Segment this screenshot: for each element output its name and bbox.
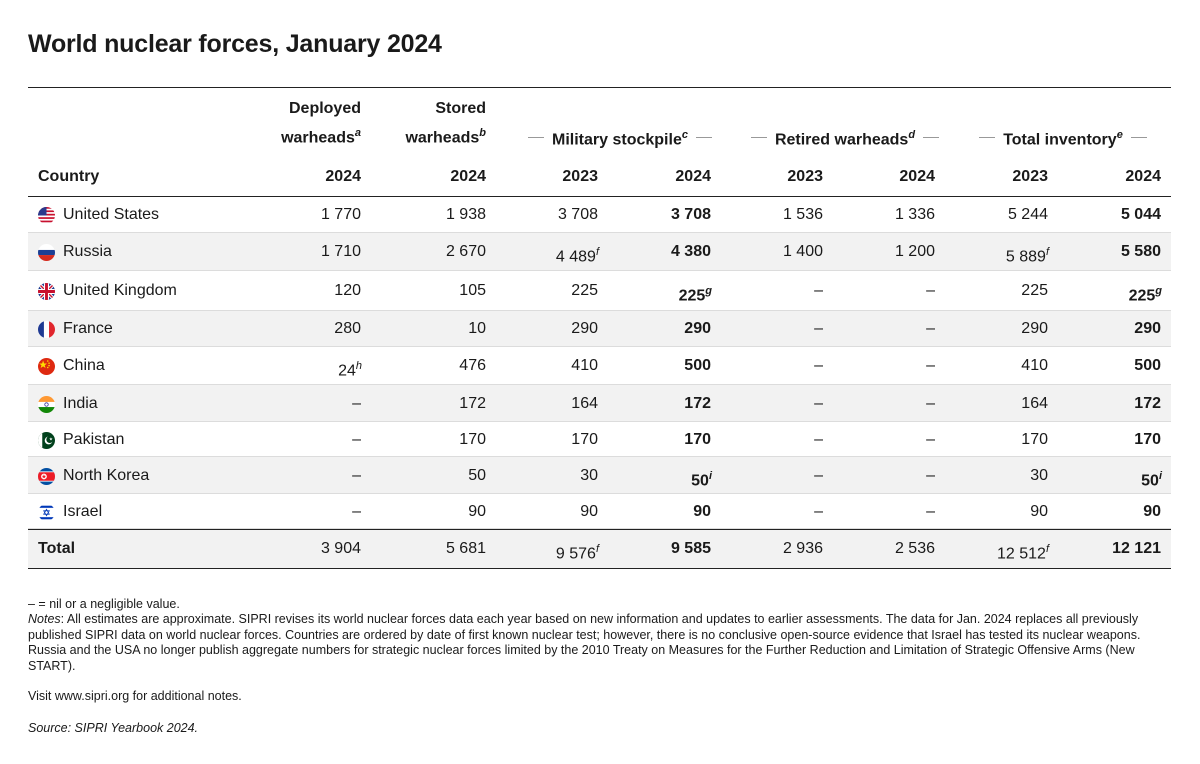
cell-tot2023 [1021, 319, 1048, 339]
cell-mil2023 [571, 281, 598, 301]
cell-value: 225 [1021, 282, 1048, 299]
cell-value: 3 708 [557, 206, 598, 223]
cell-mil2023 [571, 394, 598, 414]
cell-value: – [352, 431, 361, 448]
cell-deployed [334, 319, 361, 339]
cell-value: 170 [684, 431, 711, 448]
cell-value: 290 [684, 320, 711, 337]
notes-label: Notes [28, 612, 61, 626]
country-name: Pakistan [63, 431, 125, 448]
cell-value: 290 [1021, 320, 1048, 337]
cell-mil2024 [679, 281, 712, 306]
header-retired-2024: 2024 [899, 168, 935, 185]
cell-tot2024 [1112, 539, 1161, 559]
footnote-marker: f [595, 246, 599, 258]
uk-flag-icon [38, 283, 55, 300]
visit-note: Visit www.sipri.org for additional notes. [28, 689, 242, 703]
table-row [28, 347, 1171, 385]
pakistan-flag-icon [38, 432, 55, 449]
cell-value: 2 936 [782, 540, 823, 557]
cell-tot2023 [1008, 205, 1048, 225]
cell-ret2024 [926, 466, 935, 486]
cell-value: 170 [1134, 431, 1161, 448]
cell-mil2023 [571, 430, 598, 450]
cell-mil2024 [684, 430, 711, 450]
cell-mil2024 [684, 394, 711, 414]
cell-value: 172 [1134, 395, 1161, 412]
cell-value: – [926, 320, 935, 337]
country-cell [38, 430, 124, 450]
footnote-c: c [681, 129, 688, 141]
footnote-marker: f [595, 543, 599, 555]
russia-flag-icon [38, 244, 55, 261]
header-deployed-line2: warheads$^a$ [281, 127, 361, 147]
total-row [28, 530, 1171, 568]
cell-value: – [926, 431, 935, 448]
cell-value: – [926, 503, 935, 520]
header-deployed-year: 2024 [325, 168, 361, 185]
cell-value: – [814, 320, 823, 337]
group-dash-left [979, 137, 995, 138]
cell-deployed [334, 281, 361, 301]
cell-value: 170 [1021, 431, 1048, 448]
cell-mil2023 [580, 502, 598, 522]
cell-value: 10 [468, 320, 486, 337]
cell-tot2023 [1021, 394, 1048, 414]
cell-deployed [321, 242, 361, 262]
cell-tot2023 [1006, 242, 1049, 267]
header-country: Country [38, 168, 100, 185]
table-row [28, 271, 1171, 311]
footnote-marker: g [1155, 285, 1162, 297]
cell-mil2023 [580, 466, 598, 486]
cell-value: 1 770 [320, 206, 361, 223]
cell-value: 280 [334, 320, 361, 337]
footnote-a: a [354, 127, 361, 139]
cell-value: 290 [1134, 320, 1161, 337]
cell-value: – [352, 467, 361, 484]
cell-value: 105 [459, 282, 486, 299]
cell-value: 1 400 [782, 243, 823, 260]
india-flag-icon [38, 396, 55, 413]
header-stored-line1: Stored [435, 100, 486, 117]
cell-stored [446, 242, 486, 262]
country-cell [38, 281, 177, 301]
cell-value: 1 938 [445, 206, 486, 223]
cell-ret2023 [814, 281, 823, 301]
cell-value: 90 [1030, 503, 1048, 520]
header-retired-2023: 2023 [787, 168, 823, 185]
cell-ret2023 [814, 319, 823, 339]
cell-value: 476 [459, 357, 486, 374]
footnote-marker: i [708, 470, 712, 482]
cell-value: – [926, 467, 935, 484]
country-cell [38, 466, 149, 486]
country-cell [38, 394, 98, 414]
header-retired-label: Retired warheads$^d$ [774, 129, 916, 149]
header-total-label: Total inventory$^e$ [1003, 129, 1123, 149]
cell-stored [459, 430, 486, 450]
cell-stored [459, 394, 486, 414]
cell-mil2024 [693, 502, 711, 522]
header-military-2023: 2023 [562, 168, 598, 185]
cell-value: 2 536 [894, 540, 935, 557]
cell-deployed [352, 466, 361, 486]
cell-mil2024 [671, 205, 711, 225]
group-dash-left [751, 137, 767, 138]
cell-value: 172 [684, 395, 711, 412]
top-rule [28, 87, 1171, 88]
north-korea-flag-icon [38, 468, 55, 485]
country-name: North Korea [63, 467, 150, 484]
country-cell [38, 242, 112, 262]
cell-tot2024 [1134, 356, 1161, 376]
table-row [28, 422, 1171, 457]
cell-tot2023 [1021, 281, 1048, 301]
header-stored-line2: warheads$^b$ [405, 127, 486, 147]
cell-tot2024 [1134, 319, 1161, 339]
cell-value: – [814, 431, 823, 448]
cell-value: – [814, 395, 823, 412]
cell-stored [459, 356, 486, 376]
country-name: United States [63, 206, 160, 223]
footnote-e: e [1116, 129, 1123, 141]
cell-value: – [352, 395, 361, 412]
cell-deployed [338, 356, 362, 381]
header-total-inventory [968, 124, 1158, 151]
country-cell [38, 205, 159, 225]
cell-value: 50 [1141, 472, 1159, 490]
us-flag-icon [38, 207, 55, 224]
legend-note: – = nil or a negligible value. [28, 597, 180, 611]
country-name: Russia [63, 243, 112, 260]
cell-mil2024 [691, 466, 712, 491]
cell-value: 5 244 [1007, 206, 1048, 223]
cell-tot2023 [1021, 356, 1048, 376]
group-dash-right [1131, 137, 1147, 138]
cell-tot2024 [1134, 394, 1161, 414]
cell-value: 50 [691, 472, 709, 490]
table-row [28, 494, 1171, 529]
cell-mil2023 [571, 319, 598, 339]
header-military-label: Military stockpile$^c$ [552, 129, 688, 149]
group-dash-left [528, 137, 544, 138]
cell-value: 50 [468, 467, 486, 484]
table-row [28, 197, 1171, 233]
cell-value: 2 670 [445, 243, 486, 260]
cell-tot2024 [1134, 430, 1161, 450]
cell-value: 90 [1143, 503, 1161, 520]
cell-value: 1 536 [782, 206, 823, 223]
cell-stored [468, 319, 486, 339]
cell-value: 170 [571, 431, 598, 448]
cell-mil2023 [558, 205, 598, 225]
cell-ret2024 [926, 356, 935, 376]
country-name: India [63, 395, 98, 412]
cell-mil2024 [684, 356, 711, 376]
page-title: World nuclear forces, January 2024 [28, 30, 442, 58]
cell-value: 500 [684, 357, 711, 374]
header-military-2024: 2024 [675, 168, 711, 185]
header-deployed-line1: Deployed [288, 100, 361, 117]
cell-value: 5 681 [445, 540, 486, 557]
cell-value: 290 [571, 320, 598, 337]
country-cell [38, 319, 113, 339]
table-row [28, 233, 1171, 271]
cell-value: – [814, 282, 823, 299]
cell-mil2023 [571, 356, 598, 376]
footnote-marker: f [1045, 543, 1049, 555]
notes-paragraph [28, 612, 1173, 674]
cell-deployed [352, 502, 361, 522]
cell-deployed [352, 430, 361, 450]
cell-ret2024 [926, 319, 935, 339]
cell-value: 30 [580, 467, 598, 484]
cell-tot2024 [1129, 281, 1162, 306]
cell-value: 5 044 [1120, 206, 1161, 223]
footnote-marker: h [355, 360, 362, 372]
table-row [28, 385, 1171, 422]
cell-value: – [926, 395, 935, 412]
cell-tot2023 [1030, 502, 1048, 522]
cell-deployed [321, 205, 361, 225]
cell-value: 5 889 [1005, 248, 1046, 266]
footnote-marker: f [1045, 246, 1049, 258]
cell-value: – [814, 357, 823, 374]
cell-ret2023 [814, 466, 823, 486]
footnote-marker: g [705, 285, 712, 297]
cell-ret2023 [814, 502, 823, 522]
cell-value: 164 [1021, 395, 1048, 412]
cell-deployed [321, 539, 361, 559]
group-dash-right [923, 137, 939, 138]
cell-ret2024 [926, 430, 935, 450]
cell-value: 4 489 [555, 248, 596, 266]
country-name: China [63, 357, 105, 374]
cell-mil2023 [556, 242, 599, 267]
cell-value: 225 [678, 287, 706, 305]
cell-ret2023 [814, 356, 823, 376]
cell-value: 12 512 [997, 545, 1046, 563]
group-dash-right [696, 137, 712, 138]
header-total-2023: 2023 [1012, 168, 1048, 185]
cell-deployed [352, 394, 361, 414]
header-total-2024: 2024 [1125, 168, 1161, 185]
notes-text: : All estimates are approximate. SIPRI revises its world nuclear forces data each year based on new information and updates to earlier assessments. The data for Jan. 2024 replaces all previously published SIPRI data on world nuclear forces. Countries are ordered by date of first known nuclear test; however, there is no conclusive open-source evidence that Israel has tested its nuclear weapons. Russia and the USA no longer publish aggregate numbers for strategic nuclear forces limited by the 2010 Treaty on Measures for the Further Reduction and Limitation of Strategic Offensive Arms (New START). [28, 612, 1141, 673]
table-row [28, 457, 1171, 494]
cell-ret2023 [814, 394, 823, 414]
footnote-b: b [479, 127, 486, 139]
cell-tot2023 [997, 539, 1049, 564]
cell-ret2024 [926, 502, 935, 522]
cell-value: 1 336 [894, 206, 935, 223]
cell-value: 164 [571, 395, 598, 412]
cell-value: 90 [693, 503, 711, 520]
cell-stored [468, 466, 486, 486]
cell-value: 1 710 [320, 243, 361, 260]
cell-tot2023 [1030, 466, 1048, 486]
header-deployed [250, 96, 361, 150]
cell-value: 24 [338, 362, 356, 380]
cell-ret2024 [895, 242, 935, 262]
header-stored [376, 96, 486, 150]
cell-value: 3 708 [670, 206, 711, 223]
cell-stored [446, 205, 486, 225]
cell-tot2024 [1141, 466, 1162, 491]
total-label: Total [38, 540, 76, 557]
cell-value: 410 [571, 357, 598, 374]
cell-value: 225 [1128, 287, 1156, 305]
country-name: Israel [63, 503, 103, 520]
cell-value: 90 [468, 503, 486, 520]
cell-ret2024 [895, 205, 935, 225]
cell-stored [459, 281, 486, 301]
cell-value: 9 585 [670, 540, 711, 557]
country-cell [38, 502, 102, 522]
cell-value: 120 [334, 282, 361, 299]
cell-ret2023 [783, 539, 823, 559]
cell-value: 12 121 [1112, 540, 1161, 557]
bottom-rule [28, 568, 1171, 569]
cell-value: 30 [1030, 467, 1048, 484]
header-retired-warheads [745, 124, 945, 151]
cell-value: 90 [580, 503, 598, 520]
country-name: United Kingdom [63, 282, 177, 299]
cell-tot2023 [1021, 430, 1048, 450]
cell-value: 5 580 [1120, 243, 1161, 260]
cell-mil2024 [671, 242, 711, 262]
footnote-d: d [908, 129, 916, 141]
cell-ret2024 [895, 539, 935, 559]
cell-ret2024 [926, 281, 935, 301]
cell-value: 172 [459, 395, 486, 412]
total-top-rule [28, 529, 1171, 530]
cell-value: 225 [571, 282, 598, 299]
cell-mil2024 [684, 319, 711, 339]
header-stored-year: 2024 [450, 168, 486, 185]
cell-tot2024 [1121, 242, 1161, 262]
cell-value: 9 576 [555, 545, 596, 563]
cell-value: 410 [1021, 357, 1048, 374]
cell-value: 170 [459, 431, 486, 448]
cell-value: – [352, 503, 361, 520]
country-name: France [63, 320, 113, 337]
cell-ret2024 [926, 394, 935, 414]
cell-ret2023 [783, 242, 823, 262]
cell-value: 4 380 [670, 243, 711, 260]
cell-value: 500 [1134, 357, 1161, 374]
cell-mil2024 [671, 539, 711, 559]
cell-tot2024 [1121, 205, 1161, 225]
cell-value: 1 200 [894, 243, 935, 260]
cell-ret2023 [814, 430, 823, 450]
cell-ret2023 [783, 205, 823, 225]
cell-value: 3 904 [320, 540, 361, 557]
cell-value: – [814, 467, 823, 484]
cell-value: – [926, 357, 935, 374]
cell-tot2024 [1143, 502, 1161, 522]
header-military-stockpile [520, 124, 720, 151]
source-note: Source: SIPRI Yearbook 2024. [28, 721, 199, 735]
cell-stored [468, 502, 486, 522]
cell-mil2023 [556, 539, 599, 564]
france-flag-icon [38, 321, 55, 338]
china-flag-icon [38, 358, 55, 375]
footnote-marker: i [1158, 470, 1162, 482]
country-cell [38, 356, 105, 376]
israel-flag-icon [38, 504, 55, 521]
table-row [28, 311, 1171, 347]
cell-stored [446, 539, 486, 559]
cell-value: – [926, 282, 935, 299]
cell-value: – [814, 503, 823, 520]
